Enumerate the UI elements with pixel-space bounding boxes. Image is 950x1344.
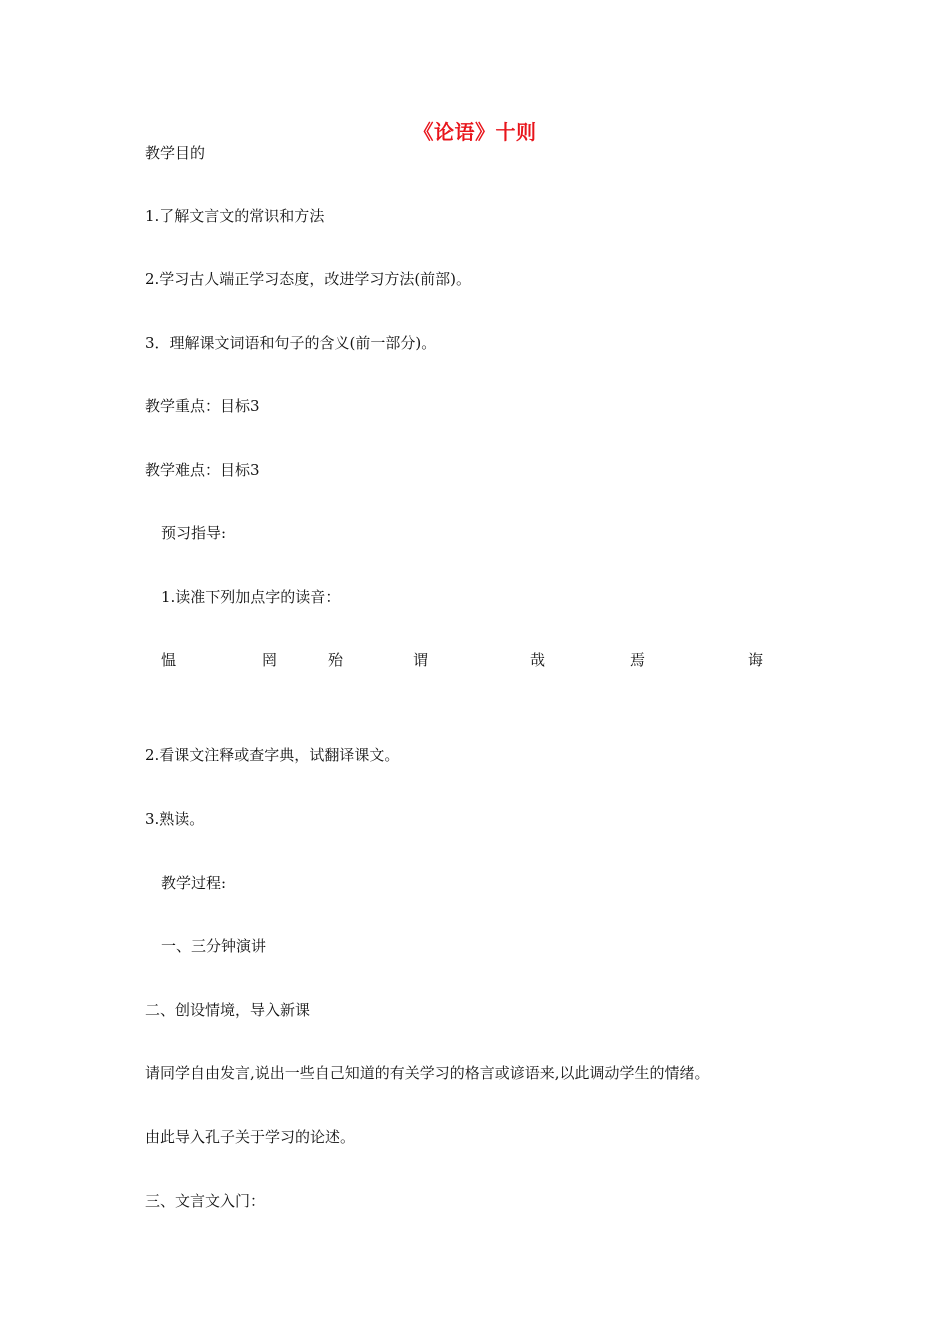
section-heading-process: 教学过程: <box>161 874 227 892</box>
pronunciation-char: 诲 <box>748 651 764 669</box>
section-heading-preview: 预习指导: <box>161 524 227 542</box>
process-step-3: 三、文言文入门： <box>145 1192 266 1210</box>
objective-1: 1.了解文言文的常识和方法 <box>145 207 325 225</box>
document-title: 《论语》十则 <box>413 120 537 144</box>
pronunciation-char: 哉 <box>530 651 546 669</box>
preview-item-3: 3.熟读。 <box>145 810 205 828</box>
pronunciation-char: 愠 <box>161 651 177 669</box>
pronunciation-char: 谓 <box>413 651 429 669</box>
process-step-2: 二、创设情境，导入新课 <box>145 1001 311 1019</box>
teaching-focus: 教学重点：目标3 <box>145 397 260 415</box>
pronunciation-char: 殆 <box>328 651 344 669</box>
preview-item-1: 1.读准下列加点字的读音： <box>161 588 341 606</box>
teaching-difficulty: 教学难点：目标3 <box>145 461 260 479</box>
section-heading-objectives: 教学目的 <box>145 144 206 162</box>
objective-3: 3．理解课文词语和句子的含义(前一部分)。 <box>145 334 437 352</box>
objective-2: 2.学习古人端正学习态度，改进学习方法(前部)。 <box>145 270 472 288</box>
process-step-1: 一、三分钟演讲 <box>161 937 267 955</box>
preview-item-2: 2.看课文注释或查字典，试翻译课文。 <box>145 746 400 764</box>
pronunciation-char: 焉 <box>630 651 646 669</box>
pronunciation-char-row <box>0 650 950 672</box>
pronunciation-char: 罔 <box>262 651 278 669</box>
process-step-2-lead-in: 由此导入孔子关于学习的论述。 <box>145 1128 356 1146</box>
process-step-2-detail: 请同学自由发言,说出一些自己知道的有关学习的格言或谚语来,以此调动学生的情绪。 <box>145 1064 710 1082</box>
